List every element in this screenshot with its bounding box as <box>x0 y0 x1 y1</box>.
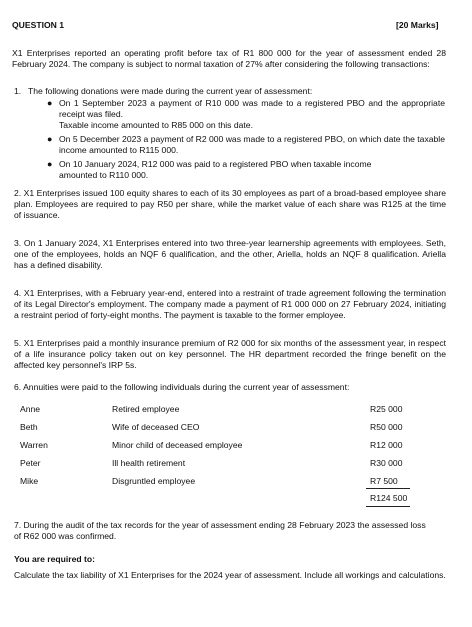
table-row <box>20 440 440 452</box>
item4-paragraph: 4. X1 Enterprises, with a February year-end, entered into a restraint of trade agreement following the termination of its Legal Director's employment. The company made a payment of R1 000 000 on 27 February 2024, initiating a restraint period of forty-eight months. The payment is taxable to the former employee. <box>14 288 446 320</box>
annuity-name: Beth <box>20 422 38 432</box>
annuity-name: Mike <box>20 476 39 486</box>
annuity-name: Warren <box>20 440 48 450</box>
annuity-amount: R30 000 <box>370 458 403 468</box>
item5-paragraph: 5. X1 Enterprises paid a monthly insurance premium of R2 000 for six months of the assessment year, in respect of a life insurance policy taken out on key personnel. The HR department recorded the fringe benefit on the affected key personnel's IRP 5s. <box>14 338 446 370</box>
annuity-description: Ill health retirement <box>112 458 186 468</box>
item1-text: The following donations were made during the current year of assessment: <box>28 86 313 96</box>
total-divider-bottom <box>366 506 410 507</box>
table-row <box>20 476 440 488</box>
table-row <box>20 458 440 470</box>
annuity-amount: R12 000 <box>370 440 403 450</box>
annuity-amount: R25 000 <box>370 404 403 414</box>
annuities-total: R124 500 <box>370 493 408 503</box>
bullet-main-text: On 5 December 2023 a payment of R2 000 was made to a registered PBO, on which date the taxable income amounted to R115 000. <box>59 134 445 155</box>
item1-number: 1. <box>14 86 22 96</box>
item6-paragraph: 6. Annuities were paid to the following individuals during the current year of assessment: <box>14 382 350 392</box>
item3-paragraph: 3. On 1 January 2024, X1 Enterprises entered into two three-year learnership agreements with employees. Seth, one of the employees, holds an NQF 6 qualification, and the other, Ariella, holds an NQF 8 qualification. Ariella has a defined disability. <box>14 238 446 270</box>
item7-paragraph: 7. During the audit of the tax records for the year of assessment ending 28 February 2023 the assessed loss of R62 000 was confirmed. <box>14 520 426 541</box>
annuity-description: Wife of deceased CEO <box>112 422 200 432</box>
required-heading: You are required to: <box>14 554 96 564</box>
bullet-dot: ● <box>47 159 53 169</box>
bullet-sub-text: Taxable income amounted to R85 000 on this date. <box>59 120 253 130</box>
total-divider-top <box>366 488 410 489</box>
marks-label: [20 Marks] <box>396 20 439 30</box>
intro-paragraph: X1 Enterprises reported an operating profit before tax of R1 800 000 for the year of assessment ended 28 February 2024. The company is subject to normal taxation of 27% after considering the following transactions: <box>12 48 446 69</box>
table-row <box>20 404 440 416</box>
donation-bullet <box>45 134 445 156</box>
bullet-main-text: On 10 January 2024, R12 000 was paid to a registered PBO when taxable income amounted to R110 000. <box>59 159 372 180</box>
bullet-main-text: On 1 September 2023 a payment of R10 000 was made to a registered PBO and the appropriate receipt was filed. <box>59 98 445 119</box>
table-row <box>20 422 440 434</box>
item2-paragraph: 2. X1 Enterprises issued 100 equity shares to each of its 30 employees as part of a broad-based employee share plan. Employees are required to pay R50 per share, while the market value of each share was R125 at the time of issuance. <box>14 188 446 220</box>
donation-bullet-list <box>45 98 445 184</box>
question-title: QUESTION 1 <box>12 20 65 30</box>
required-text: Calculate the tax liability of X1 Enterprises for the 2024 year of assessment. Include all workings and calculations. <box>14 570 446 580</box>
donation-bullet <box>45 98 445 131</box>
annuity-name: Peter <box>20 458 41 468</box>
annuity-description: Minor child of deceased employee <box>112 440 243 450</box>
annuity-name: Anne <box>20 404 41 414</box>
annuity-amount: R7 500 <box>370 476 398 486</box>
donation-bullet <box>45 159 445 181</box>
bullet-dot: ● <box>47 134 53 144</box>
bullet-dot: ● <box>47 98 53 108</box>
annuity-description: Retired employee <box>112 404 180 414</box>
annuity-amount: R50 000 <box>370 422 403 432</box>
annuity-description: Disgruntled employee <box>112 476 196 486</box>
table-total-row <box>20 493 440 505</box>
